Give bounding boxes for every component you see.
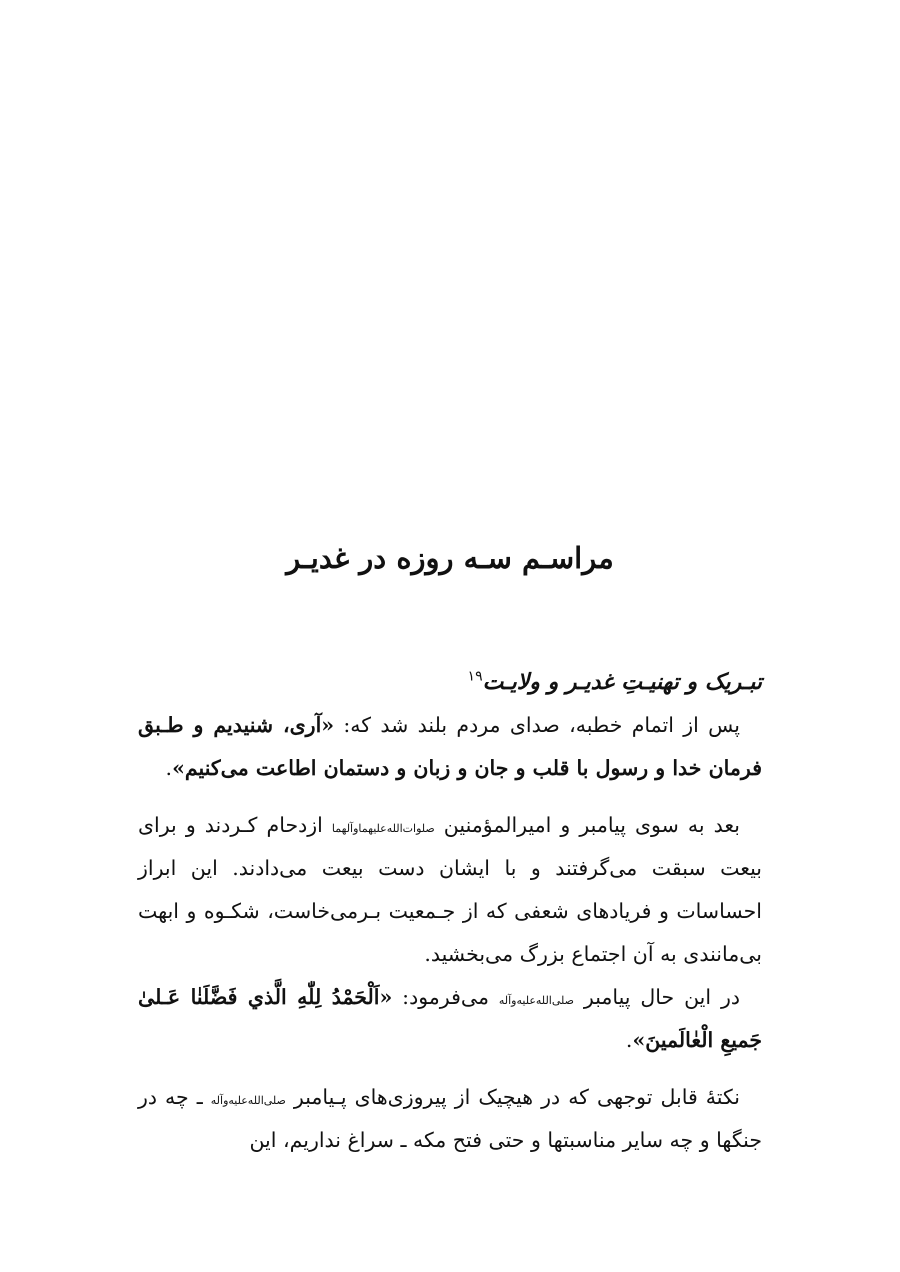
paragraph-3-text-start: در این حال پیامبر (574, 985, 740, 1009)
paragraph-4 (138, 1076, 762, 1162)
paragraph-4-text-rest: ـ چه در جنگها و چه سایر مناسبتها و حتی فتح مکه ـ سراغ نداریم، این (138, 1085, 762, 1152)
honorific-salawat: صلوات‌الله‌علیهما‌وآلهما (331, 822, 435, 835)
page-content (138, 660, 762, 1162)
paragraph-3-end: . (625, 1028, 633, 1052)
paragraph-1-lead: پس از اتمام خطبه، صدای مردم بلند شد که: (334, 713, 740, 737)
paragraph-3 (138, 976, 762, 1062)
paragraph-1-end: . (165, 756, 173, 780)
section-heading (138, 660, 762, 704)
section-heading-text: تبـریک و تهنیـتِ غدیـر و ولایـت (482, 669, 762, 695)
paragraph-1-quote: «آری، شنیدیم و طـبق فرمان خدا و رسول با قلب و جان و زبان و دستمان اطاعت می‌کنیم» (138, 713, 762, 780)
honorific-sallallah: صلی‌الله‌علیه‌وآله (498, 994, 574, 1007)
paragraph-4-text-start: نکتهٔ قابل توجهی که در هیچیک از پیروزی‌های پـیامبر (285, 1085, 740, 1109)
paragraph-2-text-rest: ازدحام کـردند و برای بیعت سبقت می‌گرفتند و با ایشان دست بیعت می‌دادند. این ابراز احساسات و فریادهای شعفی که از جـمعیت بـرمی‌خاست، شکـوه و ابهت بی‌مانندی به آن اجتماع بزرگ می‌بخشید. (138, 813, 762, 966)
honorific-sallallah-2: صلی‌الله‌علیه‌وآله (210, 1094, 286, 1107)
chapter-title: مراسـم سـه روزه در غدیـر (286, 541, 614, 575)
footnote-reference: ۱۹ (467, 668, 483, 685)
paragraph-3-text-mid: می‌فرمود: (392, 985, 499, 1009)
arabic-quote: «اَلْحَمْدُ لِلّٰهِ الَّذي فَضَّلَنٰا عَـلىٰ جَميعِ الْعٰالَمينَ» (138, 985, 762, 1052)
paragraph-2 (138, 804, 762, 976)
paragraph-1 (138, 704, 762, 790)
paragraph-2-text-start: بعد به سوی پیامبر و امیرالمؤمنین (434, 813, 740, 837)
